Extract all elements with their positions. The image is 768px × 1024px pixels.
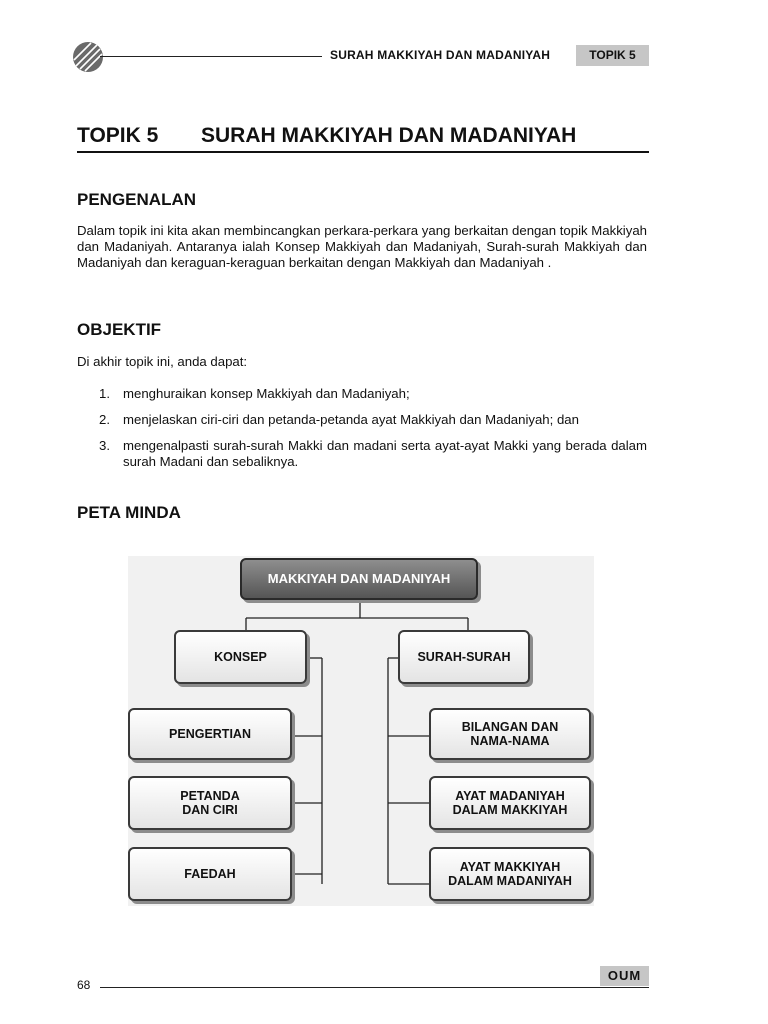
mind-map: [128, 556, 594, 906]
list-item-number: 3.: [99, 438, 110, 453]
section-heading-objektif: OBJEKTIF: [77, 320, 162, 339]
footer-rule: [100, 987, 649, 988]
list-item-text: menjelaskan ciri-ciri dan petanda-petanda ayat Makkiyah dan Madaniyah; dan: [123, 412, 579, 427]
mind-map-node-pengertian: PENGERTIAN: [128, 708, 292, 760]
list-item-number: 1.: [99, 386, 110, 401]
topic-badge: TOPIK 5: [576, 45, 649, 66]
objective-list: [77, 386, 647, 480]
running-title: SURAH MAKKIYAH DAN MADANIYAH: [330, 48, 551, 62]
section-heading-peta-minda: PETA MINDA: [77, 503, 181, 522]
topic-number: TOPIK 5: [77, 124, 159, 147]
mind-map-node-bilangan-dan-nama-nama: BILANGAN DAN NAMA-NAMA: [429, 708, 591, 760]
page-number: 68: [77, 978, 91, 992]
list-item-text: mengenalpasti surah-surah Makki dan madani serta ayat-ayat Makki yang berada dalam surah Madani dan sebaliknya.: [123, 438, 647, 469]
mind-map-node-ayat-makkiyah-dalam-madaniyah: AYAT MAKKIYAH DALAM MADANIYAH: [429, 847, 591, 901]
list-item-text: menghuraikan konsep Makkiyah dan Madaniyah;: [123, 386, 410, 401]
title-rule: [77, 151, 649, 153]
mind-map-branch-surah-surah: SURAH-SURAH: [398, 630, 530, 684]
mind-map-node-petanda-dan-ciri: PETANDA DAN CIRI: [128, 776, 292, 830]
list-item: [77, 438, 647, 470]
list-item: [77, 386, 647, 402]
pengenalan-paragraph: Dalam topik ini kita akan membincangkan perkara-perkara yang berkaitan dengan topik Makkiyah dan Madaniyah. Antaranya ialah Konsep Makkiyah dan Madaniyah, Surah-surah Makkiyah dan Madaniyah dan keraguan-keraguan berkaitan dengan Makkiyah dan Madaniyah .: [77, 223, 647, 270]
brand-badge: OUM: [600, 966, 649, 986]
mind-map-branch-konsep: KONSEP: [174, 630, 307, 684]
list-item: [77, 412, 647, 428]
header-rule: [100, 56, 322, 57]
section-heading-pengenalan: PENGENALAN: [77, 190, 197, 209]
page-title: SURAH MAKKIYAH DAN MADANIYAH: [201, 124, 577, 147]
oum-logo-icon: [73, 42, 103, 72]
mind-map-root-node: MAKKIYAH DAN MADANIYAH: [240, 558, 478, 600]
objektif-intro: Di akhir topik ini, anda dapat:: [77, 354, 248, 369]
mind-map-node-ayat-madaniyah-dalam-makkiyah: AYAT MADANIYAH DALAM MAKKIYAH: [429, 776, 591, 830]
mind-map-node-faedah: FAEDAH: [128, 847, 292, 901]
list-item-number: 2.: [99, 412, 110, 427]
